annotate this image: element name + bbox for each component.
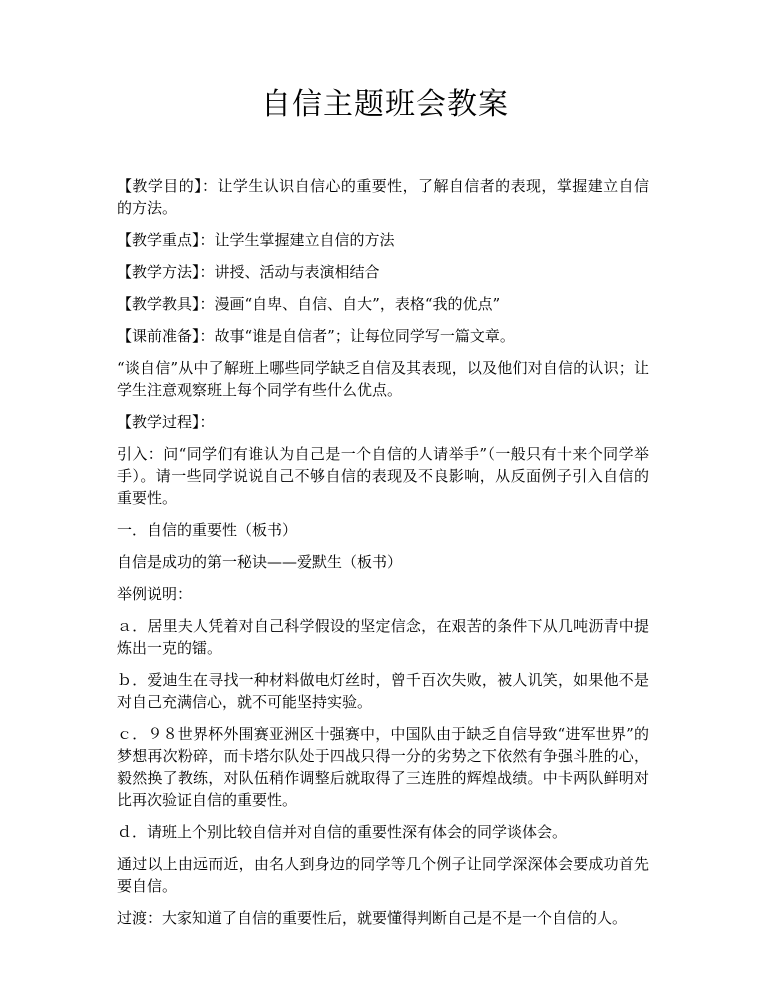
paragraph-examples-label: 举例说明： [117, 585, 193, 603]
section-heading-importance: 一．自信的重要性（板书） [117, 521, 298, 539]
paragraph-process-heading: 【教学过程】： [117, 413, 215, 431]
paragraph-teaching-goal: 【教学目的】：让学生认识自信心的重要性，了解自信者的表现，掌握建立自信的方法。 [117, 177, 649, 217]
example-a: ａ．居里夫人凭着对自己科学假设的坚定信念，在艰苦的条件下从几吨沥青中提炼出一克的镭。 [117, 617, 649, 657]
paragraph-teaching-focus: 【教学重点】：让学生掌握建立自信的方法 [117, 231, 395, 249]
paragraph-teaching-method: 【教学方法】：讲授、活动与表演相结合 [117, 263, 380, 281]
paragraph-summary: 通过以上由远而近，由名人到身边的同学等几个例子让同学深深体会要成功首先要自信。 [117, 855, 649, 895]
document-body [117, 175, 649, 939]
paragraph-transition: 过渡：大家知道了自信的重要性后，就要懂得判断自己是不是一个自信的人。 [117, 909, 628, 927]
paragraph-emerson-quote: 自信是成功的第一秘诀——爱默生（板书） [117, 553, 403, 571]
example-d: ｄ．请班上个别比较自信并对自信的重要性深有体会的同学谈体会。 [117, 823, 568, 841]
paragraph-teaching-aids: 【教学教具】：漫画“自卑、自信、自大”，表格“我的优点” [117, 295, 501, 313]
example-b: ｂ．爱迪生在寻找一种材料做电灯丝时，曾千百次失败，被人讥笑，如果他不是对自己充满信心，就不可能坚持实验。 [117, 671, 649, 711]
paragraph-preparation: 【课前准备】：故事“谁是自信者”；让每位同学写一篇文章。 [117, 327, 515, 345]
document-title: 自信主题班会教案 [261, 87, 509, 122]
paragraph-introduction: 引入：问“同学们有谁认为自己是一个自信的人请举手”（一般只有十来个同学举手）。请一些同学说说自己不够自信的表现及不良影响，从反面例子引入自信的重要性。 [117, 445, 649, 507]
example-c: ｃ．９８世界杯外围赛亚洲区十强赛中，中国队由于缺乏自信导致“进军世界”的梦想再次粉碎，而卡塔尔队处于四战只得一分的劣势之下依然有争强斗胜的心，毅然换了教练，对队伍稍作调整后就取得了三连胜的辉煌战绩。中卡两队鲜明对比再次验证自信的重要性。 [117, 725, 649, 809]
paragraph-talk-confidence: “谈自信”从中了解班上哪些同学缺乏自信及其表现，以及他们对自信的认识；让学生注意观察班上每个同学有些什么优点。 [117, 359, 649, 399]
